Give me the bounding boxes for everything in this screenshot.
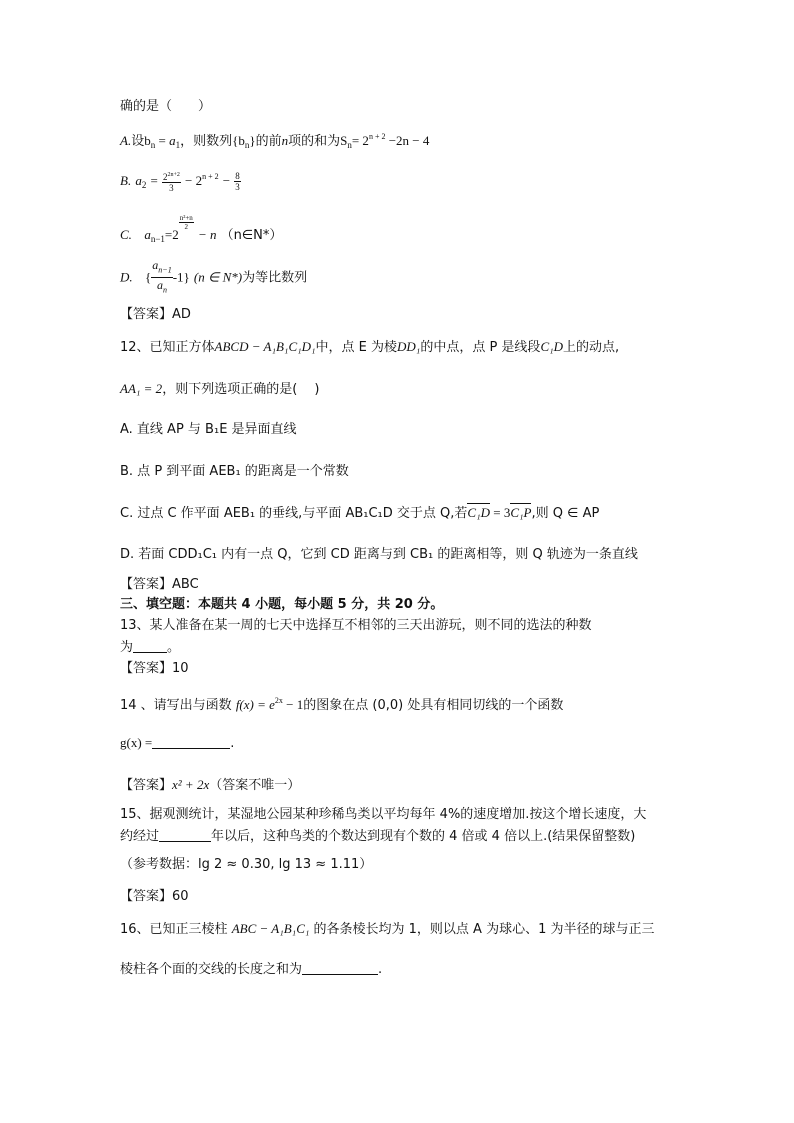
q16-line1: 16、已知正三棱柱 ABC − A₁B₁C₁ 的各条棱长均为 1，则以点 A 为球心、1 为半径的球与正三 [120, 921, 655, 937]
q12-option-d: D. 若面 CDD₁C₁ 内有一点 Q，它到 CD 距离与到 CB₁ 的距离相等，则 Q 轨迹为一条直线 [120, 547, 638, 562]
answer-blank [302, 960, 378, 975]
q12-stem: 12、已知正方体ABCD − A₁B₁C₁D₁中，点 E 为棱DD₁的中点，点 P 是线段C₁D上的动点, [120, 339, 620, 355]
answer-blank [159, 827, 211, 842]
q15-line2: 约经过 年以后，这种鸟类的个数达到现有个数的 4 倍或 4 倍以上.(结果保留整数) [120, 829, 636, 844]
q14-line1: 14 、请写出与函数 $f(x) = e^{2x} - 1$的图象在点 (0,0) 处具有相同切线的一个函数 [120, 696, 564, 713]
q11-option-b: B. $a_2$ = $\frac{2^{2n+2}}{3}$ − $2^{n + 2}$ − $\frac{8}{3}$ [120, 171, 240, 193]
section-heading: 三、填空题：本题共 4 小题，每小题 5 分，共 20 分。 [120, 597, 444, 612]
q11-option-a: A.设$b_n = a_1$，则数列$\{b_n\}$的前n项的和为$S_n= 2^{n + 2} -2n - 4$ [120, 132, 430, 150]
answer-blank [152, 734, 230, 749]
q12-option-b: B. 点 P 到平面 AEB₁ 的距离是一个常数 [120, 464, 349, 479]
vector-c1d: C₁D [467, 505, 490, 520]
q15-answer: 【答案】60 [120, 889, 189, 904]
q12-option-a: A. 直线 AP 与 B₁E 是异面直线 [120, 422, 297, 437]
fraction: $\frac{8}{3}$ [235, 171, 240, 192]
answer-blank [133, 638, 167, 653]
exponent-fraction: $\frac{\text{n²+n}}{2}$ [179, 214, 193, 231]
q15-reference: （参考数据：lg 2 ≈ 0.30, lg 13 ≈ 1.11） [120, 857, 373, 872]
q13-line1: 13、某人准备在某一周的七天中选择互不相邻的三天出游玩，则不同的选法的种数 [120, 618, 592, 633]
vector-c1p: C₁P [510, 505, 532, 520]
q13-line2: 为 。 [120, 640, 181, 655]
q14-answer: 【答案】x² + 2x（答案不唯一） [120, 777, 301, 793]
q14-line2: g(x) = . [120, 735, 235, 751]
q13-answer: 【答案】10 [120, 661, 189, 676]
q12-condition: AA₁ = 2，则下列选项正确的是( ) [120, 381, 320, 397]
q11-option-c: C. $a_{n-1}=2$ $\frac{\text{n²+n}}{2}$ − n （n∈N*） [120, 214, 283, 244]
fraction: $\frac{2^{2n+2}}{3}$ [162, 172, 180, 193]
q11-answer: 【答案】AD [120, 307, 191, 322]
fraction: $\frac{a_{n-1}}{a_n}$ [152, 258, 172, 295]
q16-line2: 棱柱各个面的交线的长度之和为 . [120, 962, 383, 977]
q12-answer: 【答案】ABC [120, 577, 199, 592]
q11-stem-end: 确的是（ ） [120, 99, 212, 114]
q15-line1: 15、据观测统计，某湿地公园某种珍稀鸟类以平均每年 4%的速度增加.按这个增长速度，大 [120, 807, 647, 822]
q11-option-d: D. { $\frac{a_{n-1}}{a_n}$ -1} (n ∈ N*)为等比数列 [120, 258, 307, 298]
q12-option-c: C. 过点 C 作平面 AEB₁ 的垂线,与平面 AB₁C₁D 交于点 Q,若C₁D = 3C₁P,则 Q ∈ AP [120, 505, 600, 521]
